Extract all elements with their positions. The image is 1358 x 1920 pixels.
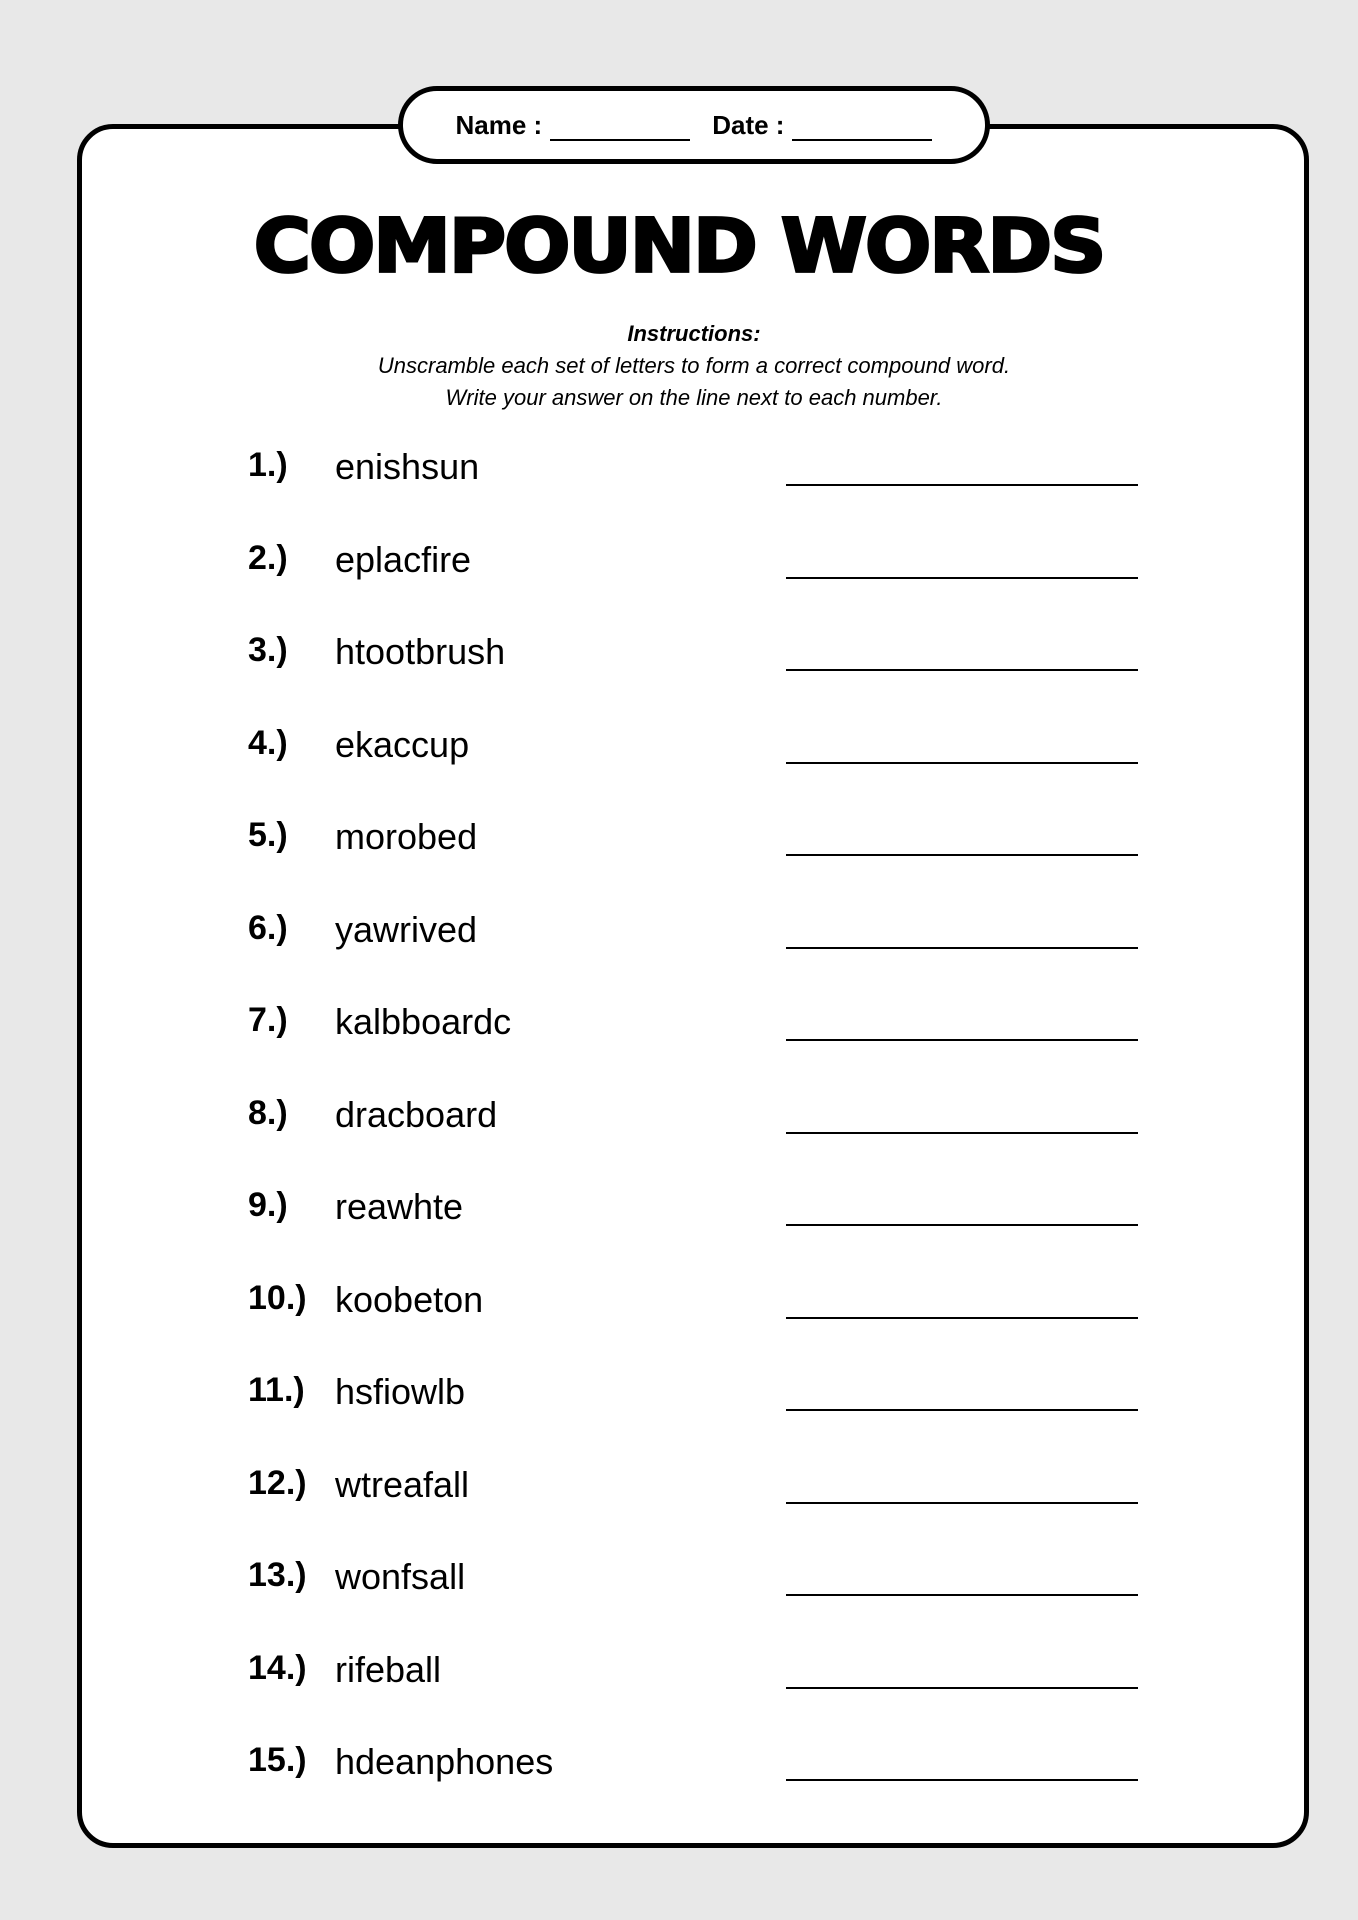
exercise-item [248, 901, 1138, 994]
answer-line[interactable] [786, 1409, 1138, 1411]
date-label: Date : [712, 109, 785, 140]
exercise-item [248, 1178, 1138, 1271]
answer-line[interactable] [786, 669, 1138, 671]
item-number: 1.) [248, 446, 288, 484]
date-field [712, 110, 932, 141]
item-number: 15.) [248, 1741, 307, 1779]
scrambled-word: dracboard [335, 1093, 498, 1135]
answer-line[interactable] [786, 1594, 1138, 1596]
item-number: 13.) [248, 1556, 307, 1594]
exercise-item [248, 531, 1138, 624]
scrambled-word: kalbboardc [335, 1001, 512, 1042]
answer-line[interactable] [786, 1687, 1138, 1689]
scrambled-word: reawhte [335, 1186, 464, 1227]
name-blank-line[interactable] [550, 117, 690, 141]
exercise-item [248, 1363, 1138, 1456]
scrambled-word: rifeball [335, 1648, 442, 1690]
exercise-item [248, 1271, 1138, 1364]
item-number: 10.) [248, 1278, 307, 1317]
instructions-line-1: Unscramble each set of letters to form a correct compound word. [377, 353, 1011, 378]
answer-line[interactable] [786, 1502, 1138, 1504]
worksheet-title: COMPOUND WORDS [253, 204, 1105, 290]
item-number: 14.) [248, 1648, 307, 1687]
item-number: 2.) [248, 538, 288, 577]
name-label: Name : [455, 109, 543, 140]
name-date-header [398, 86, 990, 164]
answer-line[interactable] [786, 854, 1138, 856]
item-number: 6.) [248, 908, 288, 947]
item-number: 8.) [248, 1093, 288, 1132]
answer-line[interactable] [786, 1224, 1138, 1226]
exercise-item [248, 1733, 1138, 1826]
instructions-line-2: Write your answer on the line next to each number. [445, 385, 943, 410]
exercise-item [248, 438, 1138, 531]
exercise-item [248, 716, 1138, 809]
scrambled-word: wtreafall [335, 1463, 470, 1505]
answer-line[interactable] [786, 947, 1138, 949]
exercise-item [248, 808, 1138, 901]
answer-line[interactable] [786, 1039, 1138, 1041]
scrambled-word: hsfiowlb [335, 1371, 466, 1412]
scrambled-word: koobeton [335, 1278, 484, 1320]
answer-line[interactable] [786, 1132, 1138, 1134]
answer-line[interactable] [786, 577, 1138, 579]
item-number: 7.) [248, 1001, 288, 1039]
scrambled-word: htootbrush [335, 631, 506, 672]
exercise-list [248, 438, 1138, 1826]
exercise-item [248, 993, 1138, 1086]
exercise-item [248, 1086, 1138, 1179]
exercise-item [248, 623, 1138, 716]
item-number: 12.) [248, 1463, 307, 1502]
answer-line[interactable] [786, 1779, 1138, 1781]
scrambled-word: wonfsall [335, 1556, 466, 1597]
item-number: 9.) [248, 1186, 288, 1224]
item-number: 5.) [248, 816, 288, 854]
scrambled-word: eplacfire [335, 538, 472, 580]
instructions-block [0, 318, 1358, 414]
answer-line[interactable] [786, 762, 1138, 764]
item-number: 4.) [248, 723, 288, 762]
item-number: 3.) [248, 631, 288, 669]
item-number: 11.) [248, 1371, 305, 1409]
answer-line[interactable] [786, 484, 1138, 486]
scrambled-word: morobed [335, 816, 478, 857]
scrambled-word: hdeanphones [335, 1741, 554, 1782]
exercise-item [248, 1641, 1138, 1734]
scrambled-word: enishsun [335, 446, 480, 487]
scrambled-word: ekaccup [335, 723, 470, 765]
date-blank-line[interactable] [792, 117, 932, 141]
name-field [456, 110, 691, 141]
answer-line[interactable] [786, 1317, 1138, 1319]
instructions-heading: Instructions: [627, 321, 761, 346]
exercise-item [248, 1456, 1138, 1549]
scrambled-word: yawrived [335, 908, 478, 950]
exercise-item [248, 1548, 1138, 1641]
